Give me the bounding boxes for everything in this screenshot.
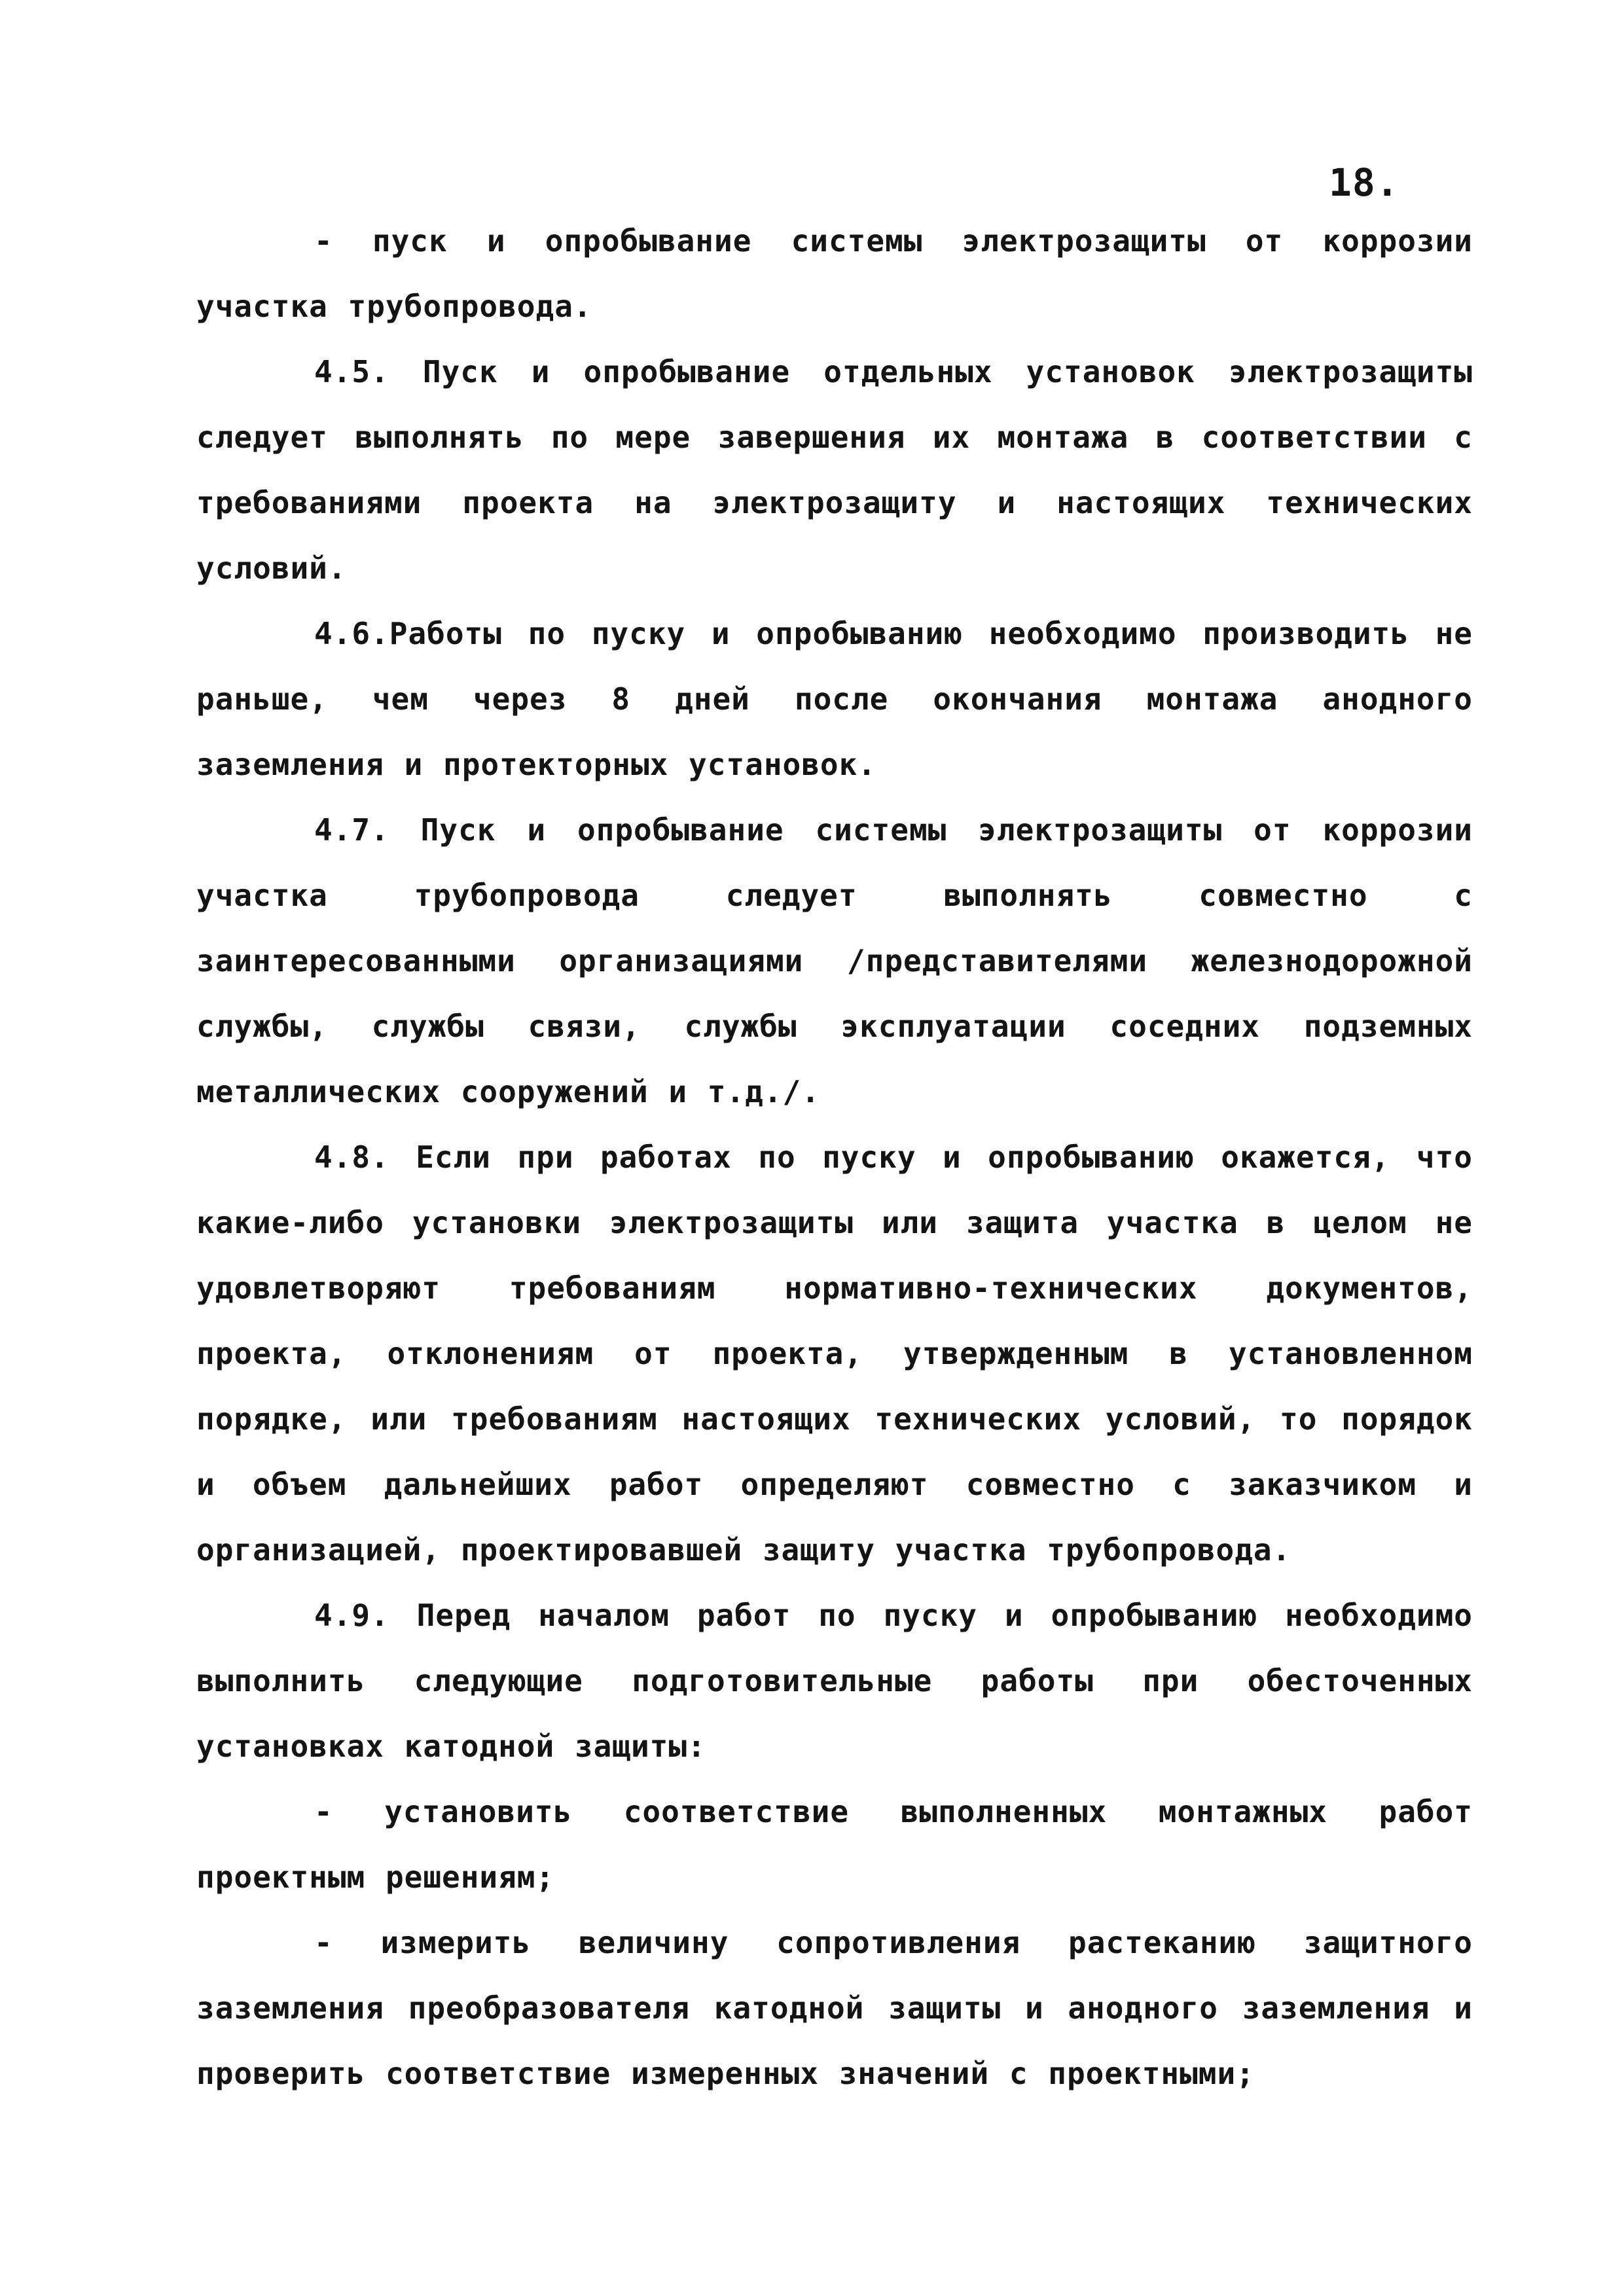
paragraph-launch-system: - пуск и опробывание системы электрозащиты от коррозии участка трубопровода. — [196, 223, 1473, 324]
paragraph-4-9: 4.9. Перед началом работ по пуску и опробыванию необходимо выполнить следующие подготовительные работы при обесточенных установках катодной защиты: — [196, 1598, 1473, 1764]
list-item-establish-compliance: - установить соответствие выполненных монтажных работ проектным решениям; — [196, 1794, 1473, 1895]
paragraph-4-5: 4.5. Пуск и опробывание отдельных установок электрозащиты следует выполнять по мере завершения их монтажа в соответствии с требованиями проекта на электрозащиту и настоящих технических условий. — [196, 354, 1473, 586]
document-body — [196, 208, 1473, 2106]
paragraph-4-8: 4.8. Если при работах по пуску и опробыванию окажется, что какие-либо установки электрозащиты или защита участка в целом не удовлетворяют требованиям нормативно-технических документов, проекта, отклонениям от проекта, утвержденным в установленном порядке, или требованиям настоящих технических условий, то порядок и объем дальнейших работ определяют совместно с заказчиком и организацией, проектировавшей защиту участка трубопровода. — [196, 1139, 1473, 1568]
page-number: 18. — [1329, 160, 1399, 205]
paragraph-4-6: 4.6.Работы по пуску и опробыванию необходимо производить не раньше, чем через 8 дней после окончания монтажа анодного заземления и протекторных установок. — [196, 616, 1473, 782]
paragraph-4-7: 4.7. Пуск и опробывание системы электрозащиты от коррозии участка трубопровода следует выполнять совместно с заинтересованными организациями /представителями железнодорожной службы, службы связи, службы эксплуатации соседних подземных металлических сооружений и т.д./. — [196, 812, 1473, 1109]
list-item-measure-resistance: - измерить величину сопротивления растеканию защитного заземления преобразователя катодной защиты и анодного заземления и проверить соответствие измеренных значений с проектными; — [196, 1925, 1473, 2091]
